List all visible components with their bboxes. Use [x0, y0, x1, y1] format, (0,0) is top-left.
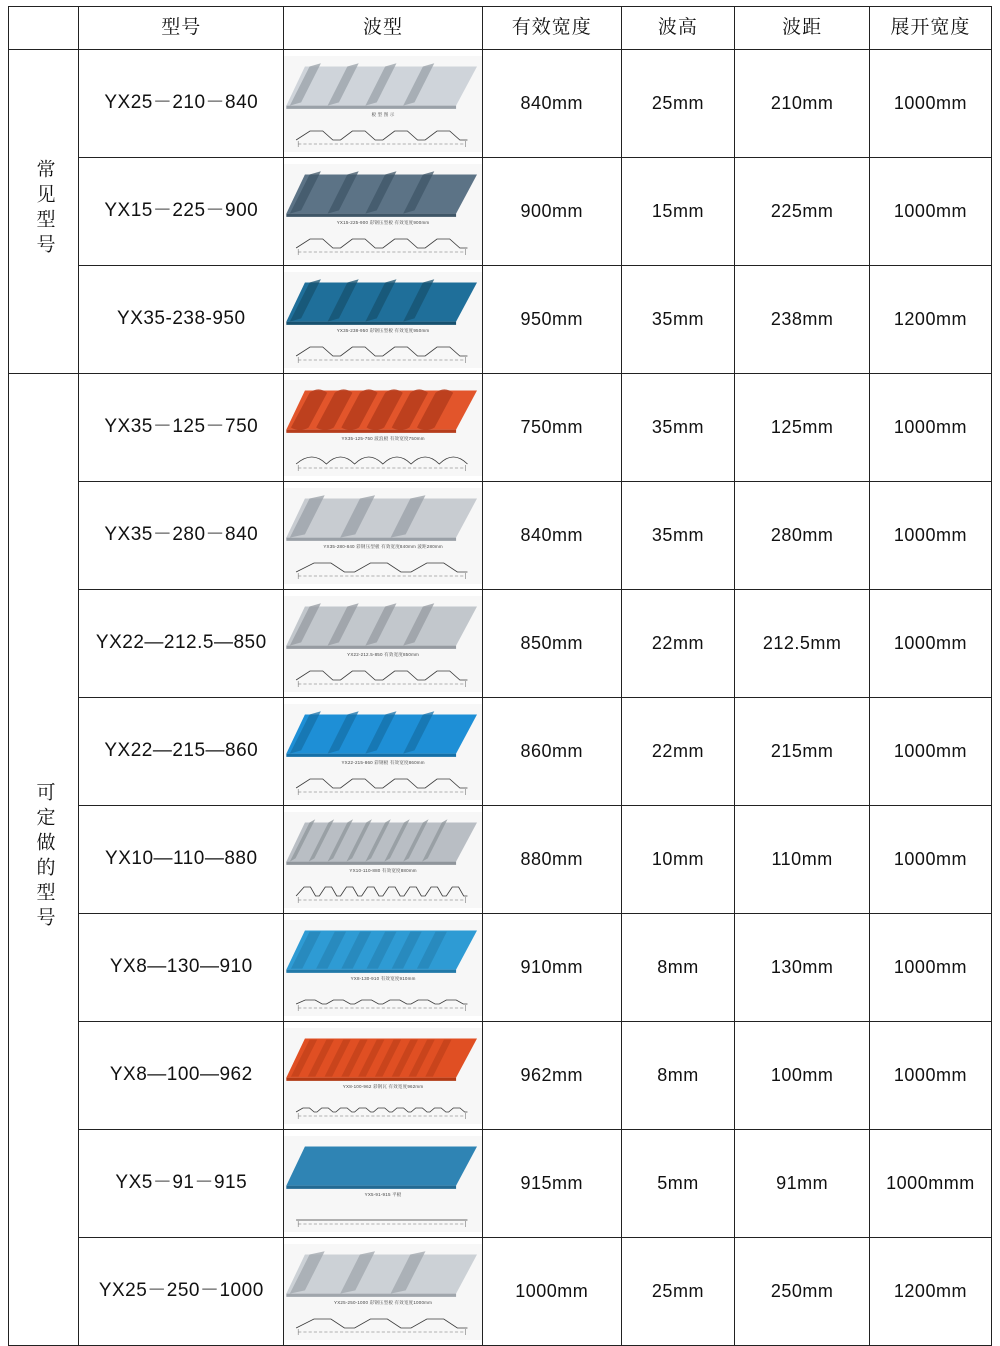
section-drawing	[294, 230, 472, 256]
panel-3d-view	[284, 816, 482, 866]
section-drawing	[294, 1310, 472, 1336]
eff-width-cell: 1000mm	[482, 1238, 621, 1346]
wave-pitch-cell: 110mm	[735, 806, 870, 914]
eff-width-cell: 962mm	[482, 1022, 621, 1130]
header-wave-pitch	[735, 7, 870, 50]
panel-3d-view	[284, 60, 482, 110]
model-cell: YX25－250－1000	[79, 1238, 284, 1346]
header-eff-width	[482, 7, 621, 50]
unfold-width-cell: 1000mm	[869, 1022, 991, 1130]
eff-width-cell: 950mm	[482, 266, 621, 374]
section-drawing	[294, 1094, 472, 1120]
wave-height-cell: 35mm	[621, 266, 735, 374]
header-model-label: 型号	[161, 17, 202, 38]
header-unfold-width-label: 展开宽度	[890, 17, 971, 38]
table-row	[9, 590, 992, 698]
wave-pitch-cell: 212.5mm	[735, 590, 870, 698]
panel-3d-view	[284, 924, 482, 974]
profile-illustration	[284, 1136, 482, 1232]
model-cell: YX25－210－840	[79, 50, 284, 158]
product-spec-table	[8, 6, 992, 1346]
eff-width-cell: 850mm	[482, 590, 621, 698]
group-label: 可定做的型号	[33, 781, 55, 932]
wave-height-cell: 5mm	[621, 1130, 735, 1238]
wave-pitch-cell: 225mm	[735, 158, 870, 266]
profile-illustration	[284, 704, 482, 800]
illustration-caption: YX35-280-840 彩钢压型板 有效宽度840mm 波距280mm	[323, 543, 443, 549]
model-cell: YX35-238-950	[79, 266, 284, 374]
wave-height-cell: 25mm	[621, 50, 735, 158]
table-row	[9, 482, 992, 590]
eff-width-cell: 910mm	[482, 914, 621, 1022]
unfold-width-cell: 1000mm	[869, 698, 991, 806]
table-row	[9, 266, 992, 374]
header-row	[9, 7, 992, 50]
illustration-caption: YX5-91-915 平板	[364, 1191, 402, 1197]
shape-cell	[284, 1022, 483, 1130]
table-header	[9, 7, 992, 50]
unfold-width-cell: 1000mmm	[869, 1130, 991, 1238]
profile-illustration	[284, 56, 482, 152]
group-label: 常见型号	[33, 158, 55, 259]
shape-cell	[284, 698, 483, 806]
model-cell: YX15－225－900	[79, 158, 284, 266]
wave-height-cell: 35mm	[621, 374, 735, 482]
section-drawing	[294, 446, 472, 472]
table-body	[9, 50, 992, 1346]
table-row	[9, 914, 992, 1022]
illustration-caption: YX10-110-880 有效宽度880mm	[349, 867, 417, 873]
group-cell	[9, 374, 79, 1346]
illustration-caption: YX15-225-900 彩钢压型板 有效宽度900mm	[336, 219, 430, 225]
shape-cell	[284, 374, 483, 482]
shape-cell	[284, 1238, 483, 1346]
shape-cell	[284, 914, 483, 1022]
section-drawing	[294, 770, 472, 796]
model-cell: YX8—130—910	[79, 914, 284, 1022]
header-shape	[284, 7, 483, 50]
model-cell: YX22—212.5—850	[79, 590, 284, 698]
header-eff-width-label: 有效宽度	[511, 17, 592, 38]
wave-pitch-cell: 210mm	[735, 50, 870, 158]
unfold-width-cell: 1000mm	[869, 374, 991, 482]
section-drawing	[294, 338, 472, 364]
wave-pitch-cell: 130mm	[735, 914, 870, 1022]
section-drawing	[294, 122, 472, 148]
shape-cell	[284, 590, 483, 698]
table-row	[9, 1238, 992, 1346]
wave-height-cell: 22mm	[621, 590, 735, 698]
shape-cell	[284, 266, 483, 374]
wave-pitch-cell: 100mm	[735, 1022, 870, 1130]
header-shape-label: 波型	[363, 17, 404, 38]
eff-width-cell: 840mm	[482, 50, 621, 158]
illustration-caption: YX8-100-962 彩钢瓦 有效宽度962mm	[342, 1083, 424, 1089]
wave-height-cell: 8mm	[621, 914, 735, 1022]
wave-pitch-cell: 238mm	[735, 266, 870, 374]
table-row	[9, 158, 992, 266]
panel-3d-view	[284, 276, 482, 326]
unfold-width-cell: 1000mm	[869, 590, 991, 698]
illustration-caption: YX35-238-950 彩钢压型板 有效宽度950mm	[336, 327, 430, 333]
table-row	[9, 1130, 992, 1238]
panel-3d-view	[284, 1032, 482, 1082]
header-wave-height	[621, 7, 735, 50]
panel-3d-view	[284, 600, 482, 650]
section-drawing	[294, 986, 472, 1012]
wave-pitch-cell: 280mm	[735, 482, 870, 590]
wave-pitch-cell: 125mm	[735, 374, 870, 482]
unfold-width-cell: 1000mm	[869, 158, 991, 266]
wave-height-cell: 10mm	[621, 806, 735, 914]
eff-width-cell: 860mm	[482, 698, 621, 806]
wave-pitch-cell: 215mm	[735, 698, 870, 806]
profile-illustration	[284, 596, 482, 692]
illustration-caption: YX22-212.5-850 有效宽度850mm	[347, 651, 419, 657]
table-row	[9, 806, 992, 914]
illustration-caption: 板 型 图 示	[371, 111, 395, 117]
panel-3d-view	[284, 1248, 482, 1298]
section-drawing	[294, 554, 472, 580]
header-model	[79, 7, 284, 50]
wave-height-cell: 15mm	[621, 158, 735, 266]
model-cell: YX8—100—962	[79, 1022, 284, 1130]
eff-width-cell: 840mm	[482, 482, 621, 590]
wave-height-cell: 35mm	[621, 482, 735, 590]
table-row	[9, 374, 992, 482]
shape-cell	[284, 50, 483, 158]
table-row	[9, 50, 992, 158]
model-cell: YX22—215—860	[79, 698, 284, 806]
shape-cell	[284, 482, 483, 590]
unfold-width-cell: 1000mm	[869, 482, 991, 590]
panel-3d-view	[284, 168, 482, 218]
model-cell: YX35－125－750	[79, 374, 284, 482]
illustration-caption: YX35-125-750 波浪板 有效宽度750mm	[341, 435, 425, 441]
wave-pitch-cell: 250mm	[735, 1238, 870, 1346]
unfold-width-cell: 1000mm	[869, 806, 991, 914]
model-cell: YX10—110—880	[79, 806, 284, 914]
panel-3d-view	[284, 708, 482, 758]
header-group	[9, 7, 79, 50]
wave-height-cell: 25mm	[621, 1238, 735, 1346]
profile-illustration	[284, 1244, 482, 1340]
group-cell	[9, 50, 79, 374]
profile-illustration	[284, 272, 482, 368]
eff-width-cell: 900mm	[482, 158, 621, 266]
table-row	[9, 698, 992, 806]
panel-3d-view	[284, 384, 482, 434]
wave-pitch-cell: 91mm	[735, 1130, 870, 1238]
eff-width-cell: 880mm	[482, 806, 621, 914]
profile-illustration	[284, 920, 482, 1016]
model-cell: YX5－91－915	[79, 1130, 284, 1238]
shape-cell	[284, 1130, 483, 1238]
header-unfold-width	[869, 7, 991, 50]
panel-3d-view	[284, 492, 482, 542]
panel-3d-view	[284, 1140, 482, 1190]
profile-illustration	[284, 488, 482, 584]
shape-cell	[284, 158, 483, 266]
profile-illustration	[284, 812, 482, 908]
illustration-caption: YX8-130-910 有效宽度910mm	[350, 975, 416, 981]
section-drawing	[294, 878, 472, 904]
unfold-width-cell: 1200mm	[869, 266, 991, 374]
table-row	[9, 1022, 992, 1130]
model-cell: YX35－280－840	[79, 482, 284, 590]
profile-illustration	[284, 1028, 482, 1124]
header-wave-pitch-label: 波距	[782, 17, 823, 38]
illustration-caption: YX25-250-1000 彩钢压型板 有效宽度1000mm	[334, 1299, 433, 1305]
unfold-width-cell: 1000mm	[869, 50, 991, 158]
shape-cell	[284, 806, 483, 914]
wave-height-cell: 22mm	[621, 698, 735, 806]
illustration-caption: YX22-215-860 彩钢板 有效宽度860mm	[341, 759, 425, 765]
unfold-width-cell: 1000mm	[869, 914, 991, 1022]
unfold-width-cell: 1200mm	[869, 1238, 991, 1346]
profile-illustration	[284, 164, 482, 260]
section-drawing	[294, 1202, 472, 1228]
eff-width-cell: 750mm	[482, 374, 621, 482]
section-drawing	[294, 662, 472, 688]
eff-width-cell: 915mm	[482, 1130, 621, 1238]
wave-height-cell: 8mm	[621, 1022, 735, 1130]
header-wave-height-label: 波高	[657, 17, 698, 38]
profile-illustration	[284, 380, 482, 476]
